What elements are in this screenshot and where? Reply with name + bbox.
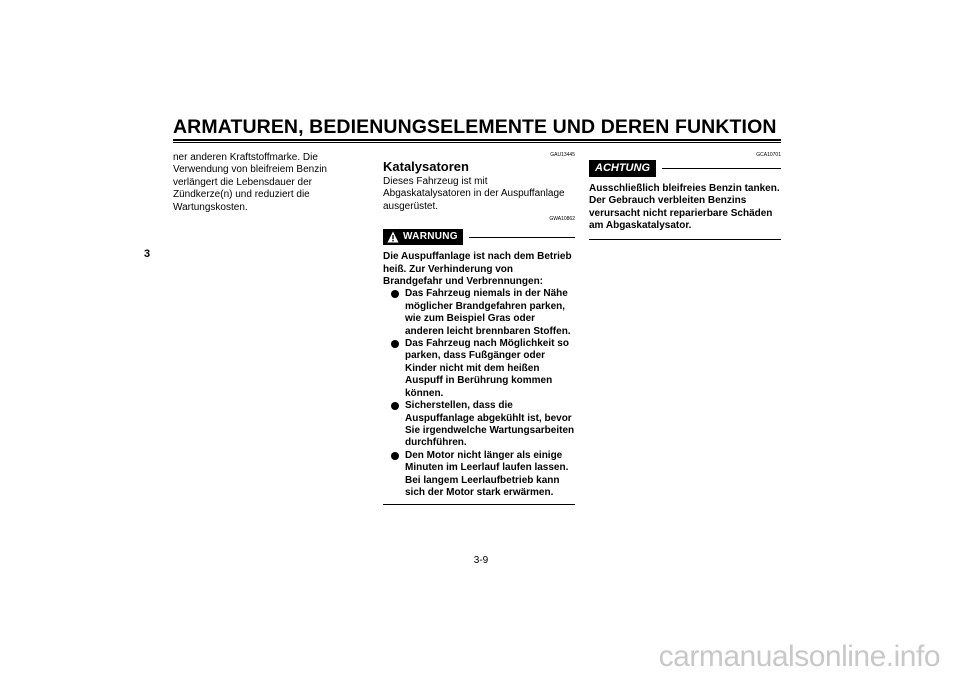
- list-item: Das Fahrzeug niemals in der Nähe möglicher Brandgefahren parken, wie zum Beispiel Gras oder anderen leicht brennbaren Stoffen.: [391, 288, 575, 338]
- notice-header: [589, 160, 781, 177]
- section-heading: Katalysatoren: [383, 159, 469, 174]
- column-right: [589, 152, 781, 240]
- warning-end-rule: [383, 504, 575, 505]
- list-item: Das Fahrzeug nach Möglichkeit so parken, dass Fußgänger oder Kinder nicht mit dem heißen Auspuff in Berührung kommen können.: [391, 338, 575, 400]
- notice-line: [662, 168, 781, 169]
- column-left: [173, 152, 363, 214]
- bullet-icon: [391, 402, 399, 410]
- chapter-tab: 3: [143, 248, 151, 260]
- page-header-title: ARMATUREN, BEDIENUNGSELEMENTE UND DEREN FUNKTION: [173, 116, 777, 138]
- notice-code: GCA10701: [756, 152, 781, 158]
- notice-text: Ausschließlich bleifreies Benzin tanken. Der Gebrauch verbleiten Benzins verursacht nicht reparierbare Schäden am Abgaskatalysator.: [589, 183, 780, 232]
- warning-header: [383, 229, 575, 245]
- notice-badge: ACHTUNG: [589, 160, 656, 177]
- warning-lead: Die Auspuffanlage ist nach dem Betrieb heiß. Zur Verhinderung von Brandgefahr und Verbrennungen:: [383, 251, 572, 288]
- section-intro: Dieses Fahrzeug ist mit Abgaskatalysatoren in der Auspuffanlage ausgerüstet.: [383, 176, 565, 212]
- warning-triangle-icon: [387, 231, 399, 243]
- warning-badge: [383, 229, 463, 245]
- bullet-icon: [391, 290, 399, 298]
- warning-bullet-list: [383, 288, 575, 499]
- section-code: GAU13445: [550, 152, 575, 158]
- notice-end-rule: [589, 239, 781, 240]
- warning-label: WARNUNG: [403, 231, 458, 243]
- bullet-icon: [391, 452, 399, 460]
- header-rule: [173, 139, 781, 143]
- list-item: Sicherstellen, dass die Auspuffanlage abgekühlt ist, bevor Sie irgendwelche Wartungsarbeiten durchführen.: [391, 400, 575, 450]
- continued-paragraph: ner anderen Kraftstoffmarke. Die Verwendung von bleifreiem Benzin verlängert die Lebensdauer der Zündkerze(n) und reduziert die Wartungskosten.: [173, 152, 327, 213]
- column-middle: [383, 152, 575, 505]
- watermark: carmanualsonline.info: [658, 640, 940, 673]
- warning-code: GWA10862: [549, 216, 575, 223]
- warning-line: [469, 237, 575, 238]
- list-item: Den Motor nicht länger als einige Minuten im Leerlauf laufen lassen. Bei langem Leerlaufbetrieb kann sich der Motor stark erwärmen.: [391, 450, 575, 500]
- bullet-icon: [391, 340, 399, 348]
- page-number: 3-9: [473, 555, 489, 566]
